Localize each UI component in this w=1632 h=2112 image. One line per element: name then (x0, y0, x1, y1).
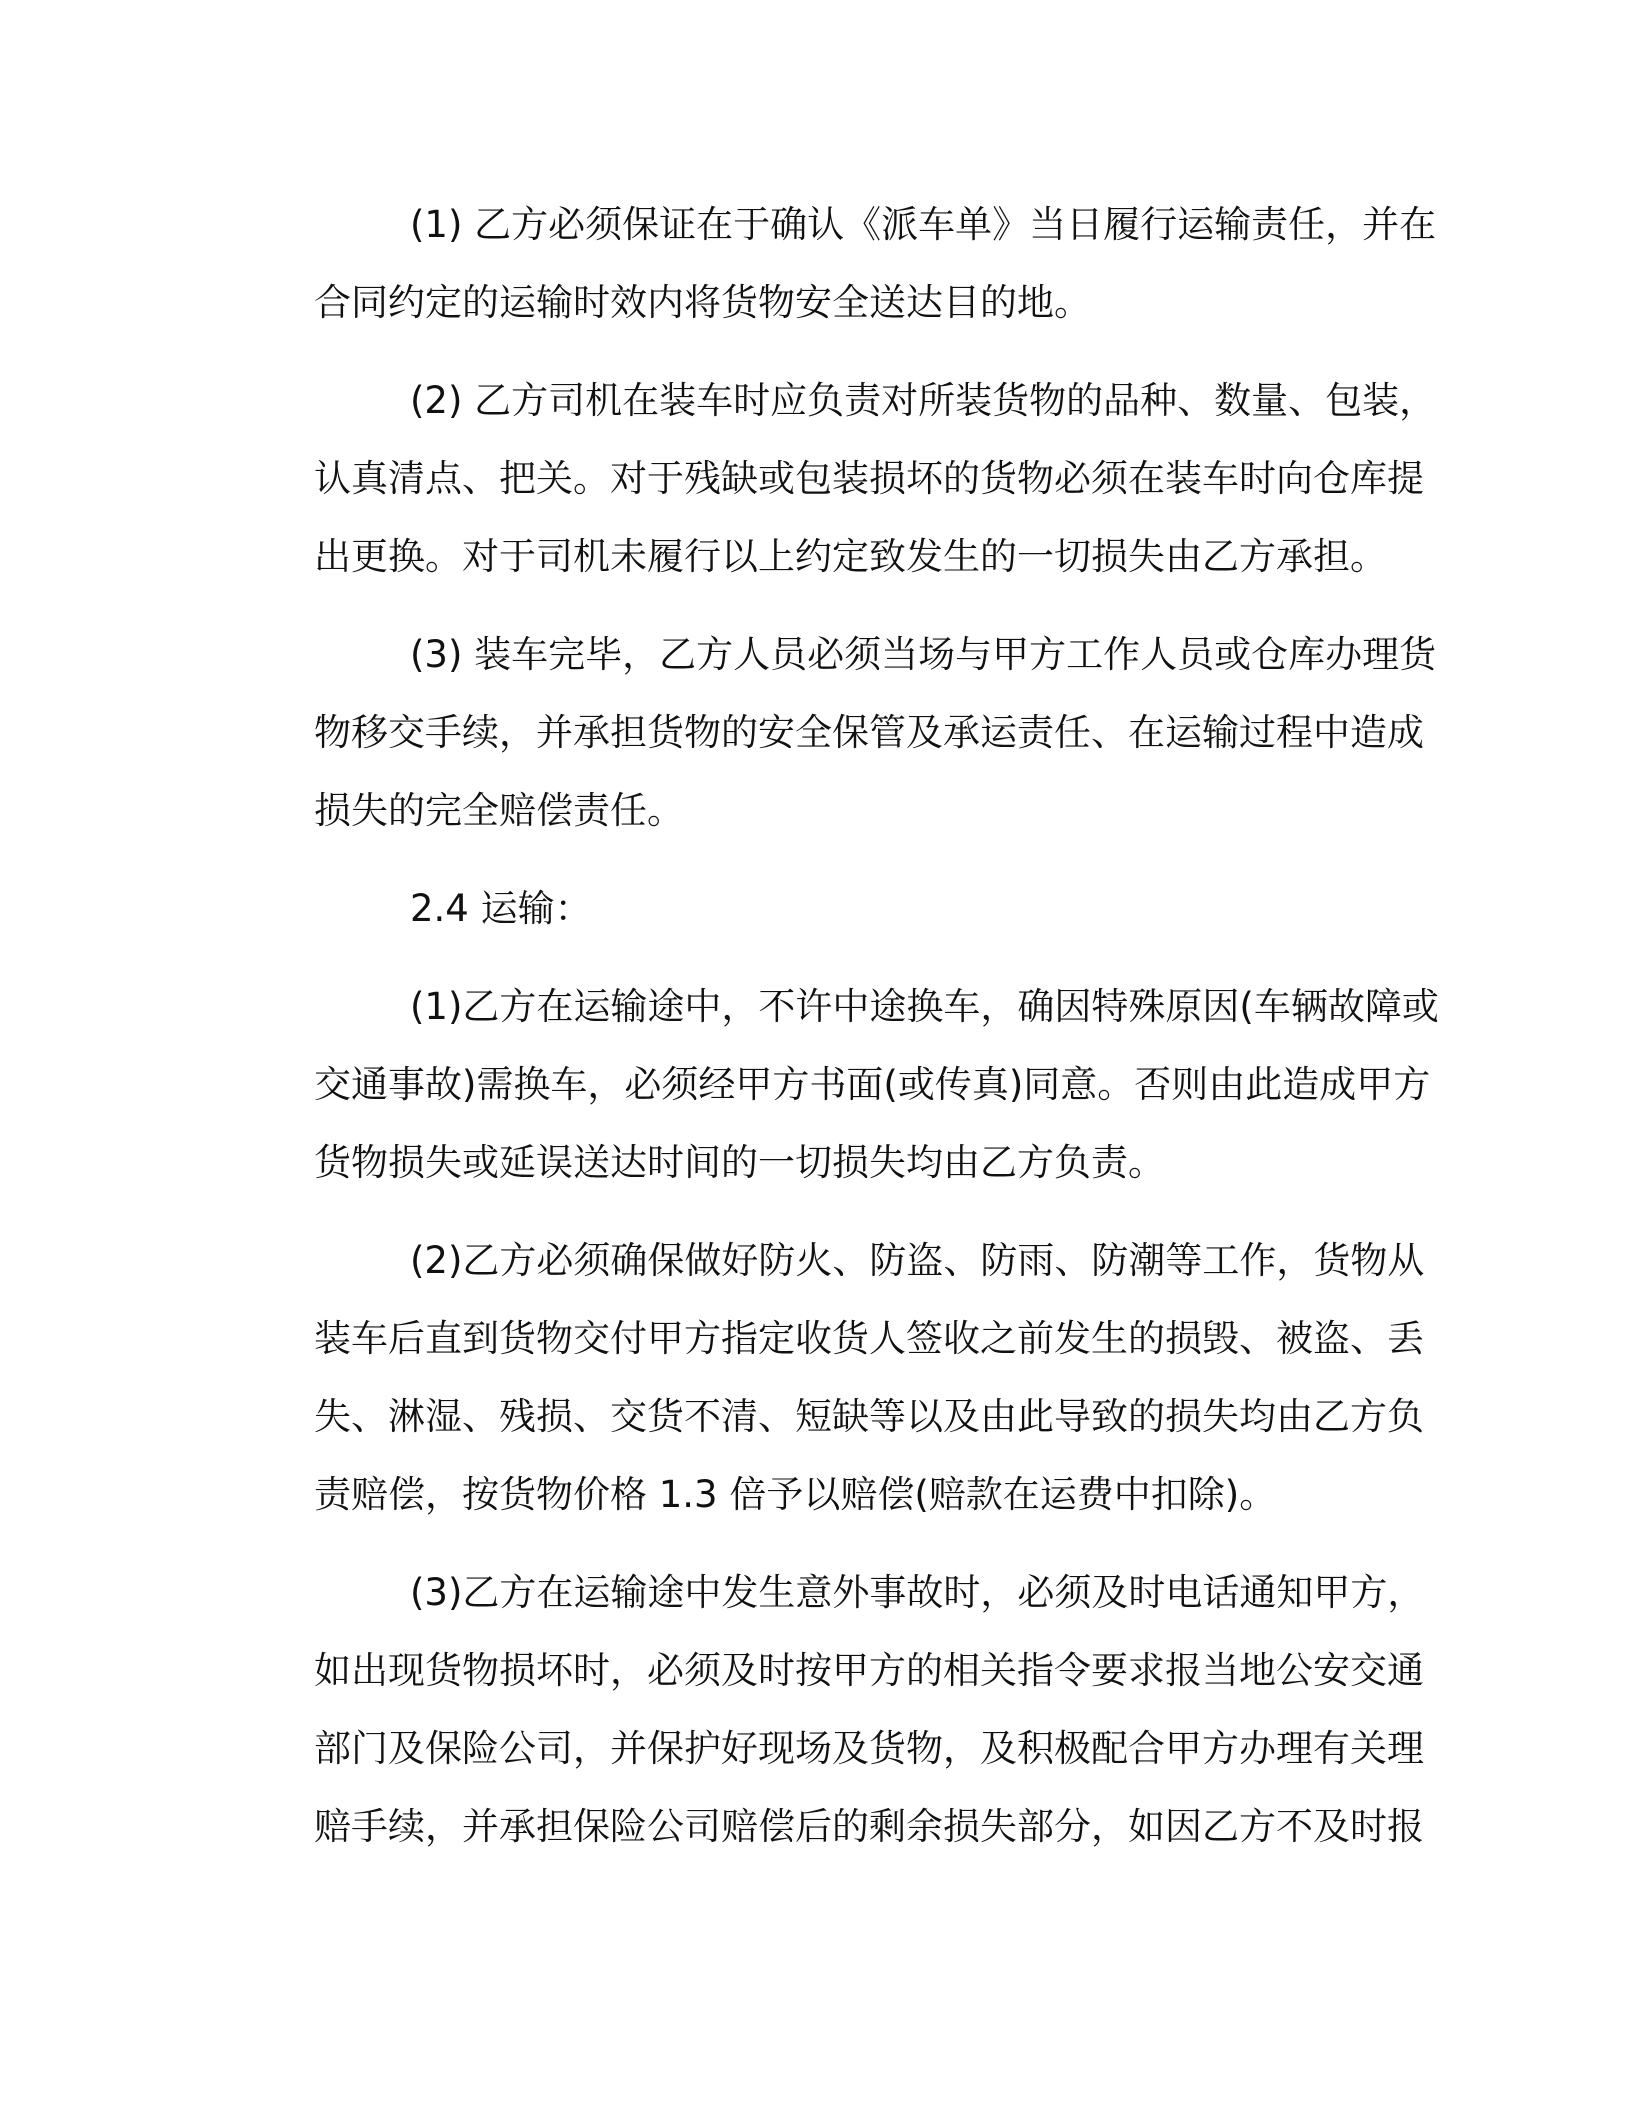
transport-clause-2-protection (240, 1222, 1425, 1534)
text-line: (2)乙方必须确保做好防火、防盗、防雨、防潮等工作，货物从 (410, 1239, 1425, 1282)
text-line: 部门及保险公司，并保护好现场及货物，及积极配合甲方办理有关理 (314, 1727, 1424, 1770)
text-line: 物移交手续，并承担货物的安全保管及承运责任、在运输过程中造成 (314, 711, 1424, 754)
text-line: 出更换。对于司机未履行以上约定致发生的一切损失由乙方承担。 (314, 535, 1387, 578)
text-line: (3) 装车完毕，乙方人员必须当场与甲方工作人员或仓库办理货 (410, 633, 1437, 676)
text-line: 失、淋湿、残损、交货不清、短缺等以及由此导致的损失均由乙方负 (314, 1395, 1424, 1438)
text-line: 责赔偿，按货物价格 1.3 倍予以赔偿(赔款在运费中扣除)。 (314, 1473, 1277, 1516)
transport-clause-3-accident (240, 1554, 1425, 1866)
text-line: 交通事故)需换车，必须经甲方书面(或传真)同意。否则由此造成甲方 (314, 1063, 1431, 1106)
text-line: (1) 乙方必须保证在于确认《派车单》当日履行运输责任，并在 (410, 203, 1437, 246)
text-line: 赔手续，并承担保险公司赔偿后的剩余损失部分，如因乙方不及时报 (314, 1805, 1424, 1848)
section-title: 2.4 运输： (410, 887, 592, 930)
text-line: 损失的完全赔偿责任。 (314, 789, 684, 832)
clause-1-loading-responsibility (240, 186, 1437, 342)
text-line: 货物损失或延误送达时间的一切损失均由乙方负责。 (314, 1141, 1165, 1184)
clause-3-handover (240, 616, 1437, 850)
text-line: 装车后直到货物交付甲方指定收货人签收之前发生的损毁、被盗、丢 (314, 1317, 1424, 1360)
text-line: (1)乙方在运输途中，不许中途换车，确因特殊原因(车辆故障或 (410, 985, 1439, 1028)
text-line: 如出现货物损坏时，必须及时按甲方的相关指令要求报当地公安交通 (314, 1649, 1424, 1692)
clause-2-driver-check (240, 362, 1437, 596)
document-body (240, 186, 1439, 1886)
text-line: 合同约定的运输时效内将货物安全送达目的地。 (314, 281, 1091, 324)
text-line: (3)乙方在运输途中发生意外事故时，必须及时电话通知甲方， (410, 1571, 1425, 1614)
text-line: (2) 乙方司机在装车时应负责对所装货物的品种、数量、包装， (410, 379, 1437, 422)
text-line: 认真清点、把关。对于残缺或包装损坏的货物必须在装车时向仓库提 (314, 457, 1424, 500)
section-heading-transport (240, 870, 1370, 948)
transport-clause-1-vehicle-change (240, 968, 1439, 1202)
